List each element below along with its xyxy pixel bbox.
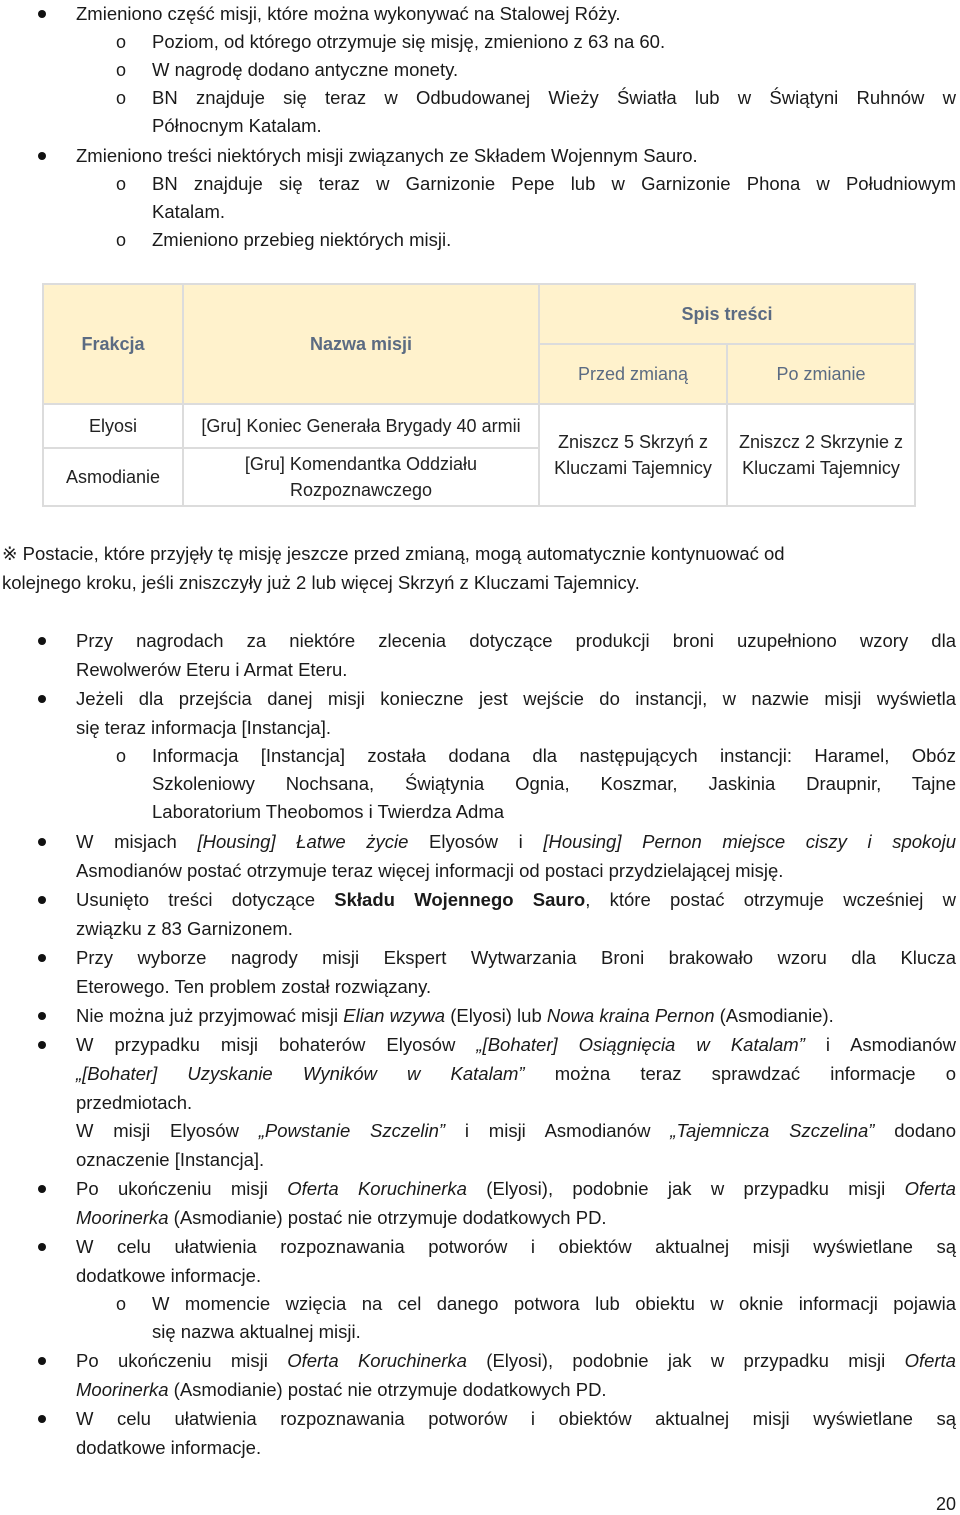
circle-bullet-icon: o <box>116 88 127 108</box>
quest-name-cell: [Gru] Komendantka Oddziału Rozpoznawczego <box>183 448 539 506</box>
bullet-icon <box>38 896 46 904</box>
sub-bullet-text: Poziom, od którego otrzymuje się misję, zmieniono z 63 na 60. <box>152 31 666 52</box>
bullet-text: W misji Elyosów „Powstanie Szczelin” i misji Asmodianów „Tajemnicza Szczelina” dodano <box>76 1120 956 1141</box>
note-text: kolejnego kroku, jeśli zniszczyły już 2 lub więcej Skrzyń z Kluczami Tajemnicy. <box>2 572 640 593</box>
sub-bullet-text: Katalam. <box>152 201 226 222</box>
bullet-icon <box>38 1041 46 1049</box>
header-after-change: Po zmianie <box>727 344 915 404</box>
bullet-text: przedmiotach. <box>76 1092 193 1113</box>
bullet-text: Moorinerka (Asmodianie) postać nie otrzymuje dodatkowych PD. <box>76 1207 607 1228</box>
bullet-text: dodatkowe informacje. <box>76 1437 262 1458</box>
bullet-icon <box>38 1243 46 1251</box>
sub-bullet-text: Zmieniono przebieg niektórych misji. <box>152 229 452 250</box>
bullet-text: Przy nagrodach za niektóre zlecenia dotyczące produkcji broni uzupełniono wzory dla <box>76 630 956 651</box>
sub-bullet-text: Laboratorium Theobomos i Twierdza Adma <box>152 801 505 822</box>
bullet-icon <box>38 1357 46 1365</box>
bullet-text: Usunięto treści dotyczące Składu Wojennego Sauro, które postać otrzymuje wcześniej w <box>76 889 957 910</box>
quest-name-cell: [Gru] Koniec Generała Brygady 40 armii <box>183 404 539 448</box>
sub-bullet-text: BN znajduje się teraz w Garnizonie Pepe lub w Garnizonie Phona w Południowym <box>152 173 956 194</box>
bullet-icon <box>38 10 46 18</box>
after-change-cell: Zniszcz 2 Skrzynie z Kluczami Tajemnicy <box>727 404 915 506</box>
table-row <box>43 404 915 448</box>
bullet-text: Po ukończeniu misji Oferta Koruchinerka (Elyosi), podobnie jak w przypadku misji Oferta <box>76 1178 956 1199</box>
header-quest-name: Nazwa misji <box>183 284 539 404</box>
circle-bullet-icon: o <box>116 746 127 766</box>
sub-bullet-text: W momencie wzięcia na cel danego potwora lub obiektu w oknie informacji pojawia <box>152 1293 956 1314</box>
bullet-text: się teraz informacja [Instancja]. <box>76 717 331 738</box>
bullet-text: W misjach [Housing] Łatwe życie Elyosów i [Housing] Pernon miejsce ciszy i spokoju <box>76 831 956 852</box>
bullet-text: Zmieniono część misji, które można wykonywać na Stalowej Róży. <box>76 3 621 24</box>
faction-cell: Asmodianie <box>43 448 183 506</box>
before-change-cell: Zniszcz 5 Skrzyń z Kluczami Tajemnicy <box>539 404 727 506</box>
bullet-text: W celu ułatwienia rozpoznawania potworów i obiektów aktualnej misji wyświetlane są <box>76 1236 956 1257</box>
sub-bullet-text: Informacja [Instancja] została dodana dla następujących instancji: Haramel, Obóz <box>152 745 956 766</box>
bullet-text: Przy wyborze nagrody misji Ekspert Wytwarzania Broni brakowało wzoru dla Klucza <box>76 947 956 968</box>
bullet-icon <box>38 1012 46 1020</box>
bullet-icon <box>38 637 46 645</box>
header-table-of-contents: Spis treści <box>539 284 915 344</box>
bullet-text: Moorinerka (Asmodianie) postać nie otrzymuje dodatkowych PD. <box>76 1379 607 1400</box>
bullet-text: Jeżeli dla przejścia danej misji konieczne jest wejście do instancji, w nazwie misji wyświetla <box>76 688 956 709</box>
bullet-icon <box>38 954 46 962</box>
bullet-text: związku z 83 Garnizonem. <box>76 918 293 939</box>
bullet-text: Rewolwerów Eteru i Armat Eteru. <box>76 659 348 680</box>
header-before-change: Przed zmianą <box>539 344 727 404</box>
bullet-text: Po ukończeniu misji Oferta Koruchinerka (Elyosi), podobnie jak w przypadku misji Oferta <box>76 1350 956 1371</box>
circle-bullet-icon: o <box>116 230 127 250</box>
circle-bullet-icon: o <box>116 60 127 80</box>
note-text: ※ Postacie, które przyjęły tę misję jeszcze przed zmianą, mogą automatycznie kontynuować od <box>2 543 785 564</box>
bullet-text: Asmodianów postać otrzymuje teraz więcej informacji od postaci przydzielającej misję. <box>76 860 784 881</box>
bullet-text: dodatkowe informacje. <box>76 1265 262 1286</box>
header-faction: Frakcja <box>43 284 183 404</box>
quest-change-table <box>42 283 916 507</box>
circle-bullet-icon: o <box>116 32 127 52</box>
bullet-text: Nie można już przyjmować misji Elian wzywa (Elyosi) lub Nowa kraina Pernon (Asmodianie). <box>76 1005 834 1026</box>
bullet-icon <box>38 1185 46 1193</box>
bullet-icon <box>38 1415 46 1423</box>
bullet-icon <box>38 838 46 846</box>
sub-bullet-text: Szkoleniowy Nochsana, Świątynia Ognia, Koszmar, Jaskinia Draupnir, Tajne <box>152 773 956 794</box>
bullet-icon <box>38 152 46 160</box>
bullet-text: W przypadku misji bohaterów Elyosów „[Bohater] Osiągnięcia w Katalam” i Asmodianów <box>76 1034 956 1055</box>
bullet-text: oznaczenie [Instancja]. <box>76 1149 265 1170</box>
sub-bullet-text: Północnym Katalam. <box>152 115 322 136</box>
sub-bullet-text: W nagrodę dodano antyczne monety. <box>152 59 459 80</box>
sub-bullet-text: BN znajduje się teraz w Odbudowanej Wieży Światła lub w Świątyni Ruhnów w <box>152 87 956 108</box>
bullet-text: W celu ułatwienia rozpoznawania potworów i obiektów aktualnej misji wyświetlane są <box>76 1408 956 1429</box>
sub-bullet-text: się nazwa aktualnej misji. <box>152 1321 361 1342</box>
bullet-icon <box>38 695 46 703</box>
bullet-text: „[Bohater] Uzyskanie Wyników w Katalam” można teraz sprawdzać informacje o <box>76 1063 957 1084</box>
page-number: 20 <box>935 1494 956 1514</box>
faction-cell: Elyosi <box>43 404 183 448</box>
circle-bullet-icon: o <box>116 174 127 194</box>
circle-bullet-icon: o <box>116 1294 127 1314</box>
bullet-text: Eterowego. Ten problem został rozwiązany. <box>76 976 432 997</box>
bullet-text: Zmieniono treści niektórych misji związanych ze Składem Wojennym Sauro. <box>76 145 698 166</box>
